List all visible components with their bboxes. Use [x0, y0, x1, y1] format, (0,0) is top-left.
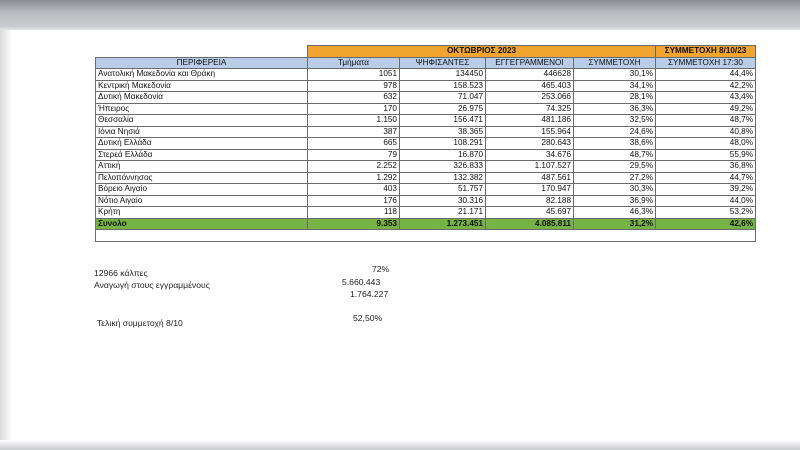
- turnout-1730-cell: 48,7%: [656, 115, 756, 127]
- table-row: [96, 103, 756, 115]
- sections-cell: 176: [308, 195, 400, 207]
- region-cell: Δυτική Μακεδονία: [96, 92, 308, 104]
- turnout-cell: 48,7%: [574, 149, 656, 161]
- table-row: [96, 161, 756, 173]
- header-row-2: [96, 57, 756, 69]
- turnout-cell: 27,2%: [574, 172, 656, 184]
- registered-cell: 481.186: [486, 115, 574, 127]
- table-row: [96, 80, 756, 92]
- sections-cell: 2.252: [308, 161, 400, 173]
- total-registered: 4.085.811: [486, 218, 574, 230]
- sections-cell: 978: [308, 80, 400, 92]
- region-cell: Βόρειο Αιγαίο: [96, 184, 308, 196]
- total-label: Συνολο: [96, 218, 308, 230]
- voters-cell: 108.291: [400, 138, 486, 150]
- voters-cell: 134450: [400, 69, 486, 81]
- reduction-value: 5.660.443: [342, 277, 381, 287]
- region-cell: Πελοπόννησος: [96, 172, 308, 184]
- turnout-1730-cell: 53,2%: [656, 207, 756, 219]
- region-cell: Κεντρική Μακεδονία: [96, 80, 308, 92]
- registered-cell: 1.107.527: [486, 161, 574, 173]
- voters-cell: 16.870: [400, 149, 486, 161]
- voters-cell: 71.047: [400, 92, 486, 104]
- turnout-cell: 36,9%: [574, 195, 656, 207]
- sections-cell: 632: [308, 92, 400, 104]
- sections-cell: 1.150: [308, 115, 400, 127]
- turnout-1730-cell: 55,9%: [656, 149, 756, 161]
- turnout-1730-cell: 42,2%: [656, 80, 756, 92]
- sections-cell: 170: [308, 103, 400, 115]
- turnout-1730-cell: 39,2%: [656, 184, 756, 196]
- registered-cell: 253.066: [486, 92, 574, 104]
- voters-cell: 26.975: [400, 103, 486, 115]
- turnout-cell: 36,3%: [574, 103, 656, 115]
- turnout-time-header: ΣΥΜΜΕΤΟΧΗ 17:30: [656, 57, 756, 69]
- table-row: [96, 149, 756, 161]
- turnout-cell: 38,6%: [574, 138, 656, 150]
- registered-cell: 170.947: [486, 184, 574, 196]
- region-cell: Ιόνια Νησιά: [96, 126, 308, 138]
- table-body: [96, 69, 756, 219]
- turnout-cell: 32,5%: [574, 115, 656, 127]
- total-voters: 1.273.451: [400, 218, 486, 230]
- turnout-1730-cell: 44,4%: [656, 69, 756, 81]
- registered-cell: 82.188: [486, 195, 574, 207]
- region-cell: Στερεά Ελλάδα: [96, 149, 308, 161]
- reduction-value-2: 1.764.227: [350, 289, 389, 299]
- table-row: [96, 92, 756, 104]
- sections-cell: 1.292: [308, 172, 400, 184]
- registered-cell: 34.676: [486, 149, 574, 161]
- final-turnout-value: 52,50%: [353, 313, 383, 323]
- voters-cell: 132.382: [400, 172, 486, 184]
- voters-cell: 21.171: [400, 207, 486, 219]
- voters-cell: 51.757: [400, 184, 486, 196]
- voters-cell: 156.471: [400, 115, 486, 127]
- ballots-label: 12966 κάλπες: [94, 268, 148, 278]
- sections-cell: 665: [308, 138, 400, 150]
- reduction-label: Αναγωγή στους εγγραμμένους: [94, 280, 210, 290]
- sections-cell: 79: [308, 149, 400, 161]
- registered-cell: 487.561: [486, 172, 574, 184]
- table-row: [96, 184, 756, 196]
- blank-row: [96, 230, 756, 242]
- turnout-1730-cell: 43,4%: [656, 92, 756, 104]
- voters-cell: 326.833: [400, 161, 486, 173]
- turnout-cell: 30,3%: [574, 184, 656, 196]
- table-row: [96, 115, 756, 127]
- region-cell: Αττική: [96, 161, 308, 173]
- total-sections: 9.353: [308, 218, 400, 230]
- turnout-1730-cell: 48,0%: [656, 138, 756, 150]
- table-row: [96, 172, 756, 184]
- region-header: ΠΕΡΙΦΕΡΕΙΑ: [96, 57, 308, 69]
- turnout-1730-cell: 44,0%: [656, 195, 756, 207]
- turnout-cell: 30,1%: [574, 69, 656, 81]
- total-turnout: 31,2%: [574, 218, 656, 230]
- table-row: [96, 207, 756, 219]
- sections-header: Τμήματα: [308, 57, 400, 69]
- table-row: [96, 69, 756, 81]
- registered-cell: 446628: [486, 69, 574, 81]
- registered-header: ΕΓΓΕΓΡΑΜΜΕΝΟΙ: [486, 57, 574, 69]
- region-cell: Ανατολική Μακεδονία και Θράκη: [96, 69, 308, 81]
- region-cell: Δυτική Ελλάδα: [96, 138, 308, 150]
- region-cell: Ήπειρος: [96, 103, 308, 115]
- total-row: [96, 218, 756, 230]
- turnout-table: [95, 45, 756, 242]
- period-header: ΟΚΤΩΒΡΙΟΣ 2023: [308, 46, 656, 58]
- total-turnout-1730: 42,6%: [656, 218, 756, 230]
- registered-cell: 45.697: [486, 207, 574, 219]
- header-row-1: [96, 46, 756, 58]
- turnout-date-header: ΣΥΜΜΕΤΟΧΗ 8/10/23: [656, 46, 756, 58]
- sections-cell: 118: [308, 207, 400, 219]
- paper-shadow: [0, 30, 12, 440]
- turnout-cell: 28,1%: [574, 92, 656, 104]
- sections-cell: 403: [308, 184, 400, 196]
- region-cell: Κρήτη: [96, 207, 308, 219]
- registered-cell: 74.325: [486, 103, 574, 115]
- table-row: [96, 195, 756, 207]
- turnout-cell: 24,6%: [574, 126, 656, 138]
- table-row: [96, 138, 756, 150]
- turnout-1730-cell: 40,8%: [656, 126, 756, 138]
- final-turnout-label: Τελική συμμετοχή 8/10: [97, 318, 183, 328]
- turnout-cell: 46,3%: [574, 207, 656, 219]
- sections-cell: 1051: [308, 69, 400, 81]
- empty-header-cell: [96, 46, 308, 58]
- table-row: [96, 126, 756, 138]
- sections-cell: 387: [308, 126, 400, 138]
- turnout-cell: 29,5%: [574, 161, 656, 173]
- turnout-1730-cell: 36,8%: [656, 161, 756, 173]
- turnout-1730-cell: 44,7%: [656, 172, 756, 184]
- voters-cell: 30.316: [400, 195, 486, 207]
- turnout-cell: 34,1%: [574, 80, 656, 92]
- voters-header: ΨΗΦΙΣΑΝΤΕΣ: [400, 57, 486, 69]
- ballots-percent: 72%: [372, 264, 390, 274]
- registered-cell: 155.964: [486, 126, 574, 138]
- registered-cell: 280.643: [486, 138, 574, 150]
- registered-cell: 465.403: [486, 80, 574, 92]
- region-cell: Νότιο Αιγαίο: [96, 195, 308, 207]
- voters-cell: 38.365: [400, 126, 486, 138]
- voters-cell: 158.523: [400, 80, 486, 92]
- turnout-header: ΣΥΜΜΕΤΟΧΗ: [574, 57, 656, 69]
- turnout-1730-cell: 49,2%: [656, 103, 756, 115]
- region-cell: Θεσσαλία: [96, 115, 308, 127]
